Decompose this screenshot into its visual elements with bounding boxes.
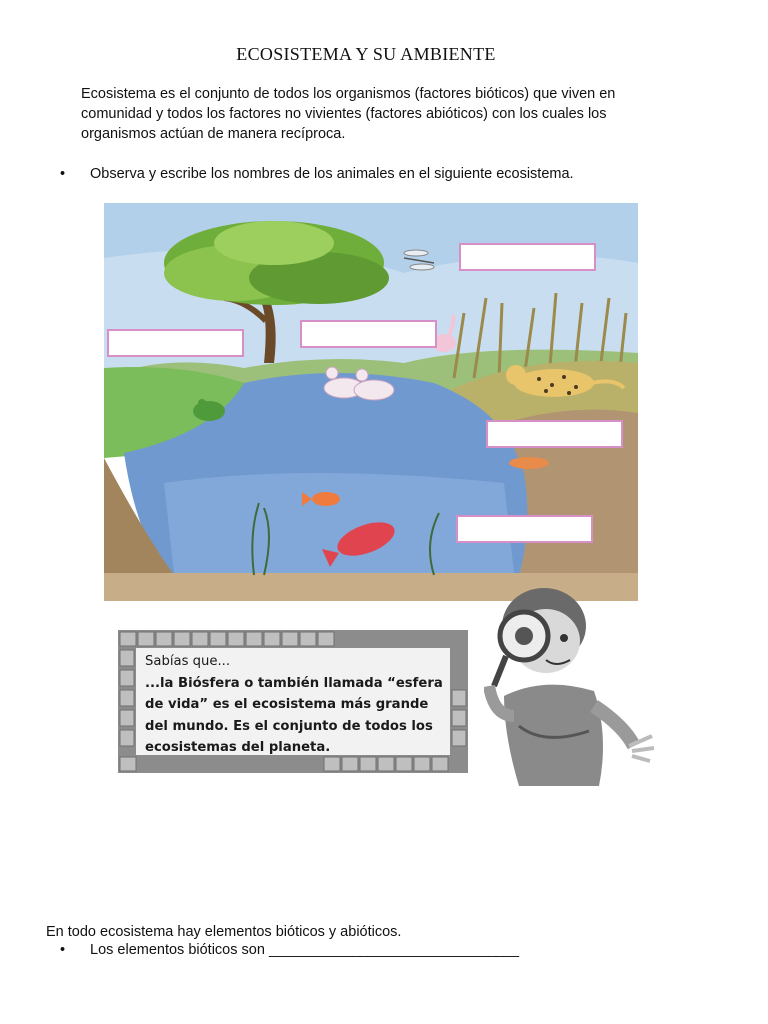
intro-paragraph (81, 84, 681, 144)
fact-line: ecosistemas del planeta. (145, 740, 331, 755)
child-with-magnifier-illustration (484, 586, 656, 796)
animal-label-box-5[interactable] (456, 515, 593, 543)
animal-label-box-1[interactable] (459, 243, 596, 271)
instruction-text: Observa y escribe los nombres de los animales en el siguiente ecosistema. (90, 166, 574, 182)
fact-line: del mundo. Es el conjunto de todos los (145, 718, 433, 734)
animal-label-box-3[interactable] (300, 320, 437, 348)
ecosystem-illustration (104, 203, 638, 601)
animal-label-box-4[interactable] (486, 420, 623, 448)
magnifier-child-drawing (484, 586, 656, 796)
closing-statement: En todo ecosistema hay elementos bióticos y abióticos. (46, 924, 402, 940)
page-title: ECOSISTEMA Y SU AMBIENTE (236, 44, 496, 64)
fact-line: de vida” es el ecosistema más grande (145, 697, 429, 712)
answer-blank[interactable]: _________________________________ (268, 942, 519, 958)
biotic-label: Los elementos bióticos son (90, 942, 265, 958)
bullet-icon: • (60, 166, 66, 182)
bullet-icon: • (60, 942, 66, 958)
biotic-prompt (90, 941, 519, 959)
fact-heading: Sabías que... (145, 654, 231, 669)
animal-label-box-2[interactable] (107, 329, 244, 357)
intro-text: Ecosistema es el conjunto de todos los organismos (factores bióticos) que viven en comunidad y todos los factores no vivientes (factores abióticos) con los cuales los organismos actúan de manera recíproca. (81, 86, 616, 142)
fact-box-text (145, 651, 445, 759)
fact-line: ...la Biósfera o también llamada “esfera (145, 675, 443, 691)
